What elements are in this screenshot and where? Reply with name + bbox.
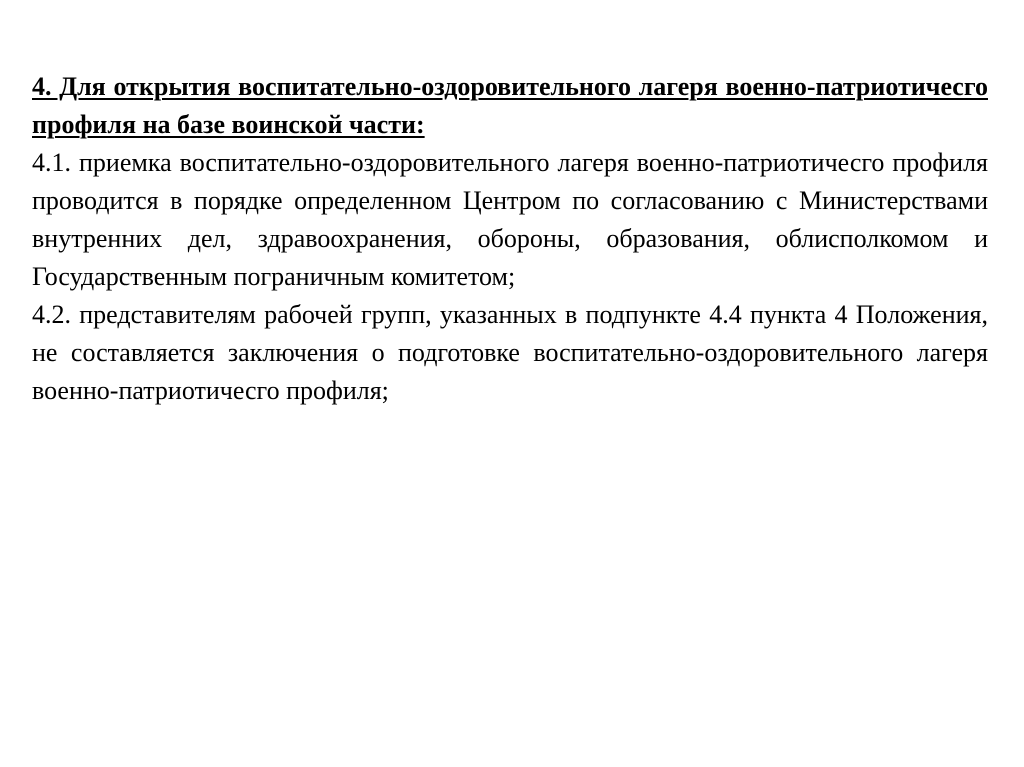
document-body bbox=[32, 68, 988, 410]
paragraph-4-1: 4.1. приемка воспитательно-оздоровительного лагеря военно-патриотичесго профиля проводится в порядке определенном Центром по согласованию с Министерствами внутренних дел, здравоохранения, обороны, образования, облисполкомом и Государственным пограничным комитетом; bbox=[32, 148, 988, 291]
section-heading: 4. Для открытия воспитательно-оздоровительного лагеря военно-патриотичесго профиля на базе воинской части: bbox=[32, 72, 988, 139]
paragraph-4-2: 4.2. представителям рабочей групп, указанных в подпункте 4.4 пункта 4 Положения, не составляется заключения о подготовке воспитательно-оздоровительного лагеря военно-патриотичесго профиля; bbox=[32, 300, 988, 405]
